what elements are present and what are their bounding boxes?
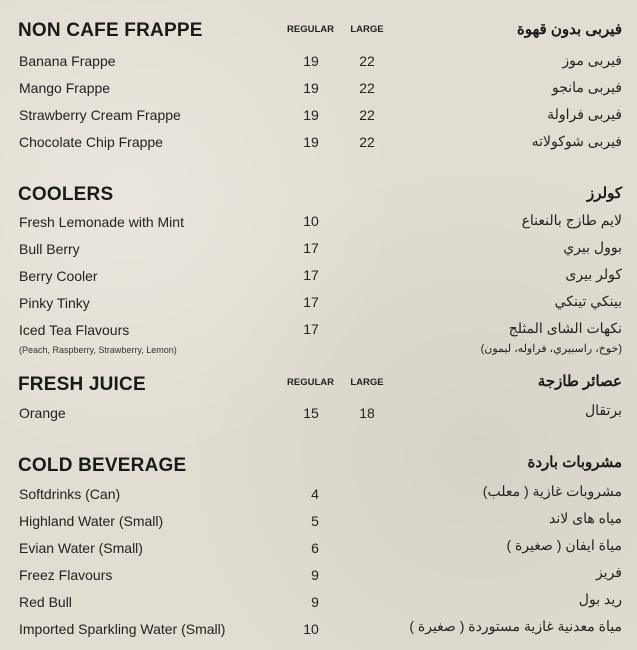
menu-item-name-ar: كولر بيرى — [565, 266, 622, 282]
menu-item-name-ar: مشروبات غازية ( معلب) — [482, 483, 622, 499]
menu-item-price-regular: 19 — [303, 107, 319, 123]
menu-item-name: Strawberry Cream Frappe — [19, 107, 181, 123]
section-title-fresh-juice: FRESH JUICE — [18, 374, 146, 395]
section-title-ar-non-cafe-frappe: فيربى بدون قهوة — [517, 21, 622, 38]
menu-item-price-large: 22 — [359, 107, 375, 123]
menu-item-price: 9 — [311, 567, 319, 583]
menu-item-price-regular: 19 — [303, 80, 319, 96]
menu-item-price: 9 — [311, 594, 319, 610]
menu-item-name: Bull Berry — [19, 241, 80, 257]
menu-item-name: Berry Cooler — [19, 268, 98, 284]
menu-item-name: Freez Flavours — [19, 567, 113, 583]
section-title-ar-fresh-juice: عصائر طازجة — [537, 373, 622, 390]
menu-item-price: 17 — [303, 294, 319, 310]
menu-item-price: 17 — [303, 267, 319, 283]
menu-item-name-ar: فيربى شوكولاته — [531, 133, 622, 149]
menu-item-name: Imported Sparkling Water (Small) — [19, 621, 226, 637]
menu-item-name-ar: مياة ايفان ( صغيرة ) — [506, 537, 622, 553]
section-title-non-cafe-frappe: NON CAFE FRAPPE — [18, 20, 203, 41]
menu-item-price: 6 — [311, 540, 319, 556]
section-title-ar-cold-beverage: مشروبات باردة — [527, 454, 622, 471]
menu-item-name-ar: فريز — [595, 564, 622, 580]
menu-item-name: Highland Water (Small) — [19, 513, 164, 529]
menu-item-price-regular: 19 — [303, 134, 319, 150]
menu-item-price-large: 22 — [359, 53, 375, 69]
menu-item-name-ar: مياة معدنية غازية مستوردة ( صغيرة ) — [409, 618, 622, 634]
menu-item-price: 5 — [311, 513, 319, 529]
menu-item-price-regular: 15 — [303, 405, 319, 421]
menu-item-price: 4 — [311, 486, 319, 502]
menu-item-price: 10 — [303, 213, 319, 229]
menu-item-price: 17 — [303, 240, 319, 256]
menu-item-name: Pinky Tinky — [19, 295, 90, 311]
menu-item-name-ar: مياه هاى لاند — [549, 510, 622, 526]
section-title-ar-coolers: كولرز — [587, 185, 622, 202]
menu-item-name-ar: فيربى فراولة — [547, 106, 622, 122]
menu-item-name: Orange — [19, 405, 66, 421]
column-header-large: LARGE — [350, 24, 384, 35]
menu-item-price-regular: 19 — [303, 53, 319, 69]
menu-item-name-ar: لايم طازج بالنعناع — [521, 212, 622, 228]
menu-item-name: Red Bull — [19, 594, 72, 610]
menu-item-name: Fresh Lemonade with Mint — [19, 214, 184, 230]
section-title-coolers: COOLERS — [18, 184, 114, 205]
menu-item-name-ar: فيربى مانجو — [551, 79, 622, 95]
column-header-regular: REGULAR — [287, 24, 334, 35]
menu-item-description-ar: (خوخ، راسبيري، فراوله، ليمون) — [480, 343, 622, 355]
menu-item-name-ar: ريد بول — [578, 591, 622, 607]
menu-item-name-ar: نكهات الشاى المثلج — [508, 320, 622, 336]
menu-item-name: Banana Frappe — [19, 53, 116, 69]
column-header-regular: REGULAR — [287, 377, 334, 388]
menu-item-name: Chocolate Chip Frappe — [19, 134, 163, 150]
menu-item-name-ar: بوول بيري — [563, 239, 622, 255]
menu-item-name: Evian Water (Small) — [19, 540, 143, 556]
menu-item-name: Iced Tea Flavours — [19, 322, 130, 338]
menu-item-price: 10 — [303, 621, 319, 637]
menu-item-price: 17 — [303, 321, 319, 337]
menu-item-price-large: 22 — [359, 80, 375, 96]
menu-item-description: (Peach, Raspberry, Strawberry, Lemon) — [19, 345, 177, 355]
menu-item-name-ar: فيربى موز — [562, 52, 622, 68]
section-title-cold-beverage: COLD BEVERAGE — [18, 455, 187, 476]
menu-item-name: Softdrinks (Can) — [19, 486, 121, 502]
menu-item-price-large: 18 — [359, 405, 375, 421]
menu-item-price-large: 22 — [359, 134, 375, 150]
menu-item-name: Mango Frappe — [19, 80, 111, 96]
menu-item-name-ar: بينكي تينكي — [554, 293, 622, 309]
menu-item-name-ar: برتقال — [584, 402, 622, 418]
column-header-large: LARGE — [350, 377, 384, 388]
